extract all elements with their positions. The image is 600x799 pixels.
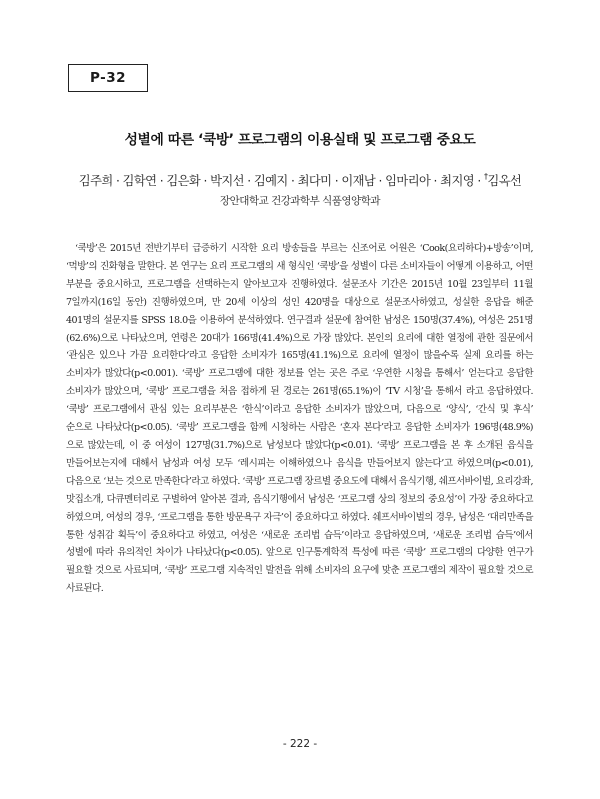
affiliation: 장안대학교 건강과학부 식품영양학과 <box>220 195 380 207</box>
poster-id-box <box>68 64 148 92</box>
poster-id: P-32 <box>89 70 127 86</box>
author-list <box>40 171 560 189</box>
paper-title: 성별에 따른 ‘쿡방’ 프로그램의 이용실태 및 프로그램 중요도 <box>124 132 476 148</box>
abstract-body: ‘쿡방’은 2015년 전반기부터 급증하기 시작한 요리 방송들을 부르는 신조어로 어원은 ‘Cook(요리하다)+방송’이며, ‘먹방’의 진화형을 말한다. 본 연구는 요리 프로그램의 새 형식인 ‘쿡방’을 성별이 다른 소비자들이 어떻게 이용하고, 어떤 부분을 중요시하고, 프로그램을 선택하는지 알아보고자 진행하였다. 설문조사 기간은 2015년 10월 23일부터 11월 7일까지(16일 동안) 진행하였으며, 만 20세 이상의 성인 420명을 대상으로 설문조사하였고, 성실한 응답을 해준 401명의 설문지를 SPSS 18.0을 이용하여 분석하였다. 연구결과 설문에 참여한 남성은 150명(37.4%), 여성은 251명(62.6%)으로 나타났으며, 연령은 20대가 166명(41.4%)으로 가장 많았다. 본인의 요리에 대한 열정에 관한 질문에서 ‘관심은 있으나 가끔 요리한다’라고 응답한 소비자가 165명(41.1%)으로 요리에 열정이 많을수록 실제 요리를 하는 소비자가 많았다(p<0.001). ‘쿡방’ 프로그램에 대한 정보를 얻는 곳은 주로 ‘우연한 시청을 통해서’ 얻는다고 응답한 소비자가 많았으며, ‘쿡방’ 프로그램을 처음 접하게 된 경로는 261명(65.1%)이 ‘TV 시청’을 통해서 라고 응답하였다. ‘쿡방’ 프로그램에서 관심 있는 요리부분은 ‘한식’이라고 응답한 소비자가 많았으며, 다음으로 ‘양식’, ‘간식 및 후식’ 순으로 나타났다(p<0.05). ‘쿡방’ 프로그램을 함께 시청하는 사람은 ‘혼자 본다’라고 응답한 소비자가 196명(48.9%)으로 많았는데, 이 중 여성이 127명(31.7%)으로 남성보다 많았다(p<0.01). ‘쿡방’ 프로그램을 본 후 소개된 음식을 만들어보는지에 대해서 남성과 여성 모두 ‘레시피는 이해하였으나 음식을 만들어보지 않는다’고 하였으며(p<0.01), 다음으로 ‘보는 것으로 만족한다’라고 하였다. ‘쿡방’ 프로그램 장르별 중요도에 대해서 음식기행, 쉐프서바이벌, 요리강좌, 맛집소개, 다큐멘터리로 구별하여 알아본 결과, 음식기행에서 남성은 ‘프로그램 상의 정보의 중요성’이 가장 중요하다고 하였으며, 여성의 경우, ‘프로그램을 통한 방문욕구 자극’이 중요하다고 하였다. 쉐프서바이벌의 경우, 남성은 ‘대리만족을 통한 성취감 획득’이 중요하다고 하였고, 여성은 ‘새로운 조리법 습득’이라고 응답하였으며, ‘새로운 조리법 습득’에서 성별에 따라 유의적인 차이가 나타났다(p<0.05). 앞으로 인구통계학적 특성에 따른 ‘쿡방’ 프로그램의 다양한 연구가 필요할 것으로 사료되며, ‘쿡방’ 프로그램 지속적인 발전을 위해 소비자의 요구에 맞춘 프로그램의 제작이 필요할 것으로 사료된다. <box>66 243 533 595</box>
corresponding-author: 김옥선 <box>487 174 522 188</box>
corresponding-author-dagger: † <box>483 171 488 181</box>
author-names: 김주희 · 김학연 · 김은화 · 박지선 · 김예지 · 최다미 · 이재남 · 임마리아 · 최지영 · <box>78 174 484 188</box>
page-number: - 222 - <box>282 738 318 750</box>
